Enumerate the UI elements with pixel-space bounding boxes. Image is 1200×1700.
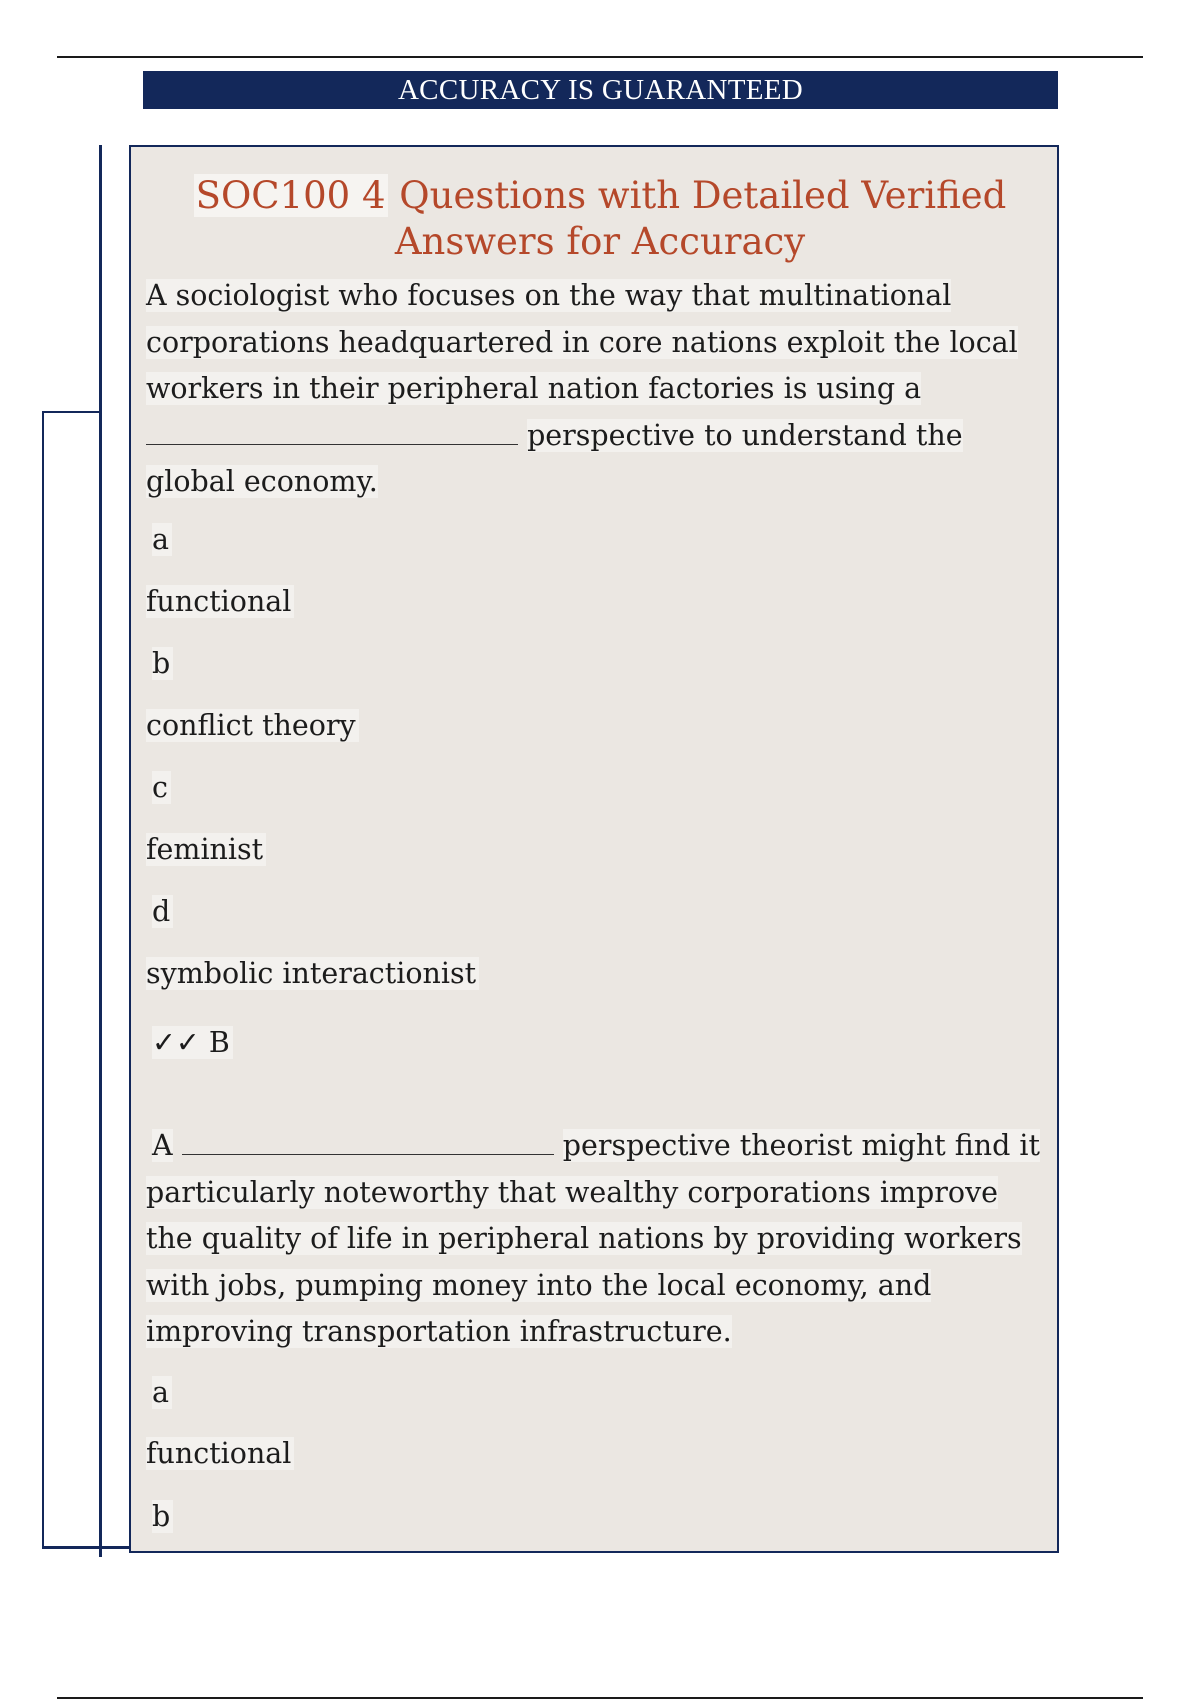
q2-option-b-letter: b [152, 1499, 173, 1535]
accuracy-banner: ACCURACY IS GUARANTEED [143, 71, 1058, 109]
q1-option-c-text: feminist [146, 832, 266, 868]
question-1-text [146, 273, 1046, 506]
q2-option-a-letter: a [152, 1375, 172, 1411]
question-1-text-after: perspective to understand the global economy. [146, 418, 963, 498]
bracket-line-inner [99, 145, 102, 1557]
question-2-text [146, 1123, 1046, 1356]
bracket-line-outer [42, 411, 44, 1547]
q1-option-a-letter: a [152, 522, 172, 558]
bracket-line-top [42, 411, 101, 413]
q2-option-a-text: functional [146, 1436, 294, 1472]
header-rule [57, 56, 1143, 58]
q1-option-d-text: symbolic interactionist [146, 956, 479, 992]
q1-option-a-text: functional [146, 584, 294, 620]
question-2-blank [182, 1132, 554, 1155]
question-1-blank [146, 422, 518, 445]
question-1-text-before: A sociologist who focuses on the way that multinational corporations headquartered in core nations exploit the local workers in their peripheral nation factories is using a [146, 279, 1018, 405]
question-2-text-before: A [152, 1129, 173, 1162]
q1-option-b-text: conflict theory [146, 708, 359, 744]
document-title [0, 173, 1200, 265]
q1-answer: ✓✓ B [152, 1025, 233, 1061]
title-part-2: Questions with Detailed Verified [399, 174, 1007, 217]
q1-option-d-letter: d [152, 894, 173, 930]
title-course-code: SOC100 4 [195, 174, 386, 217]
question-2-text-after: perspective theorist might find it particularly noteworthy that wealthy corporations improve the quality of life in peripheral nations by providing workers with jobs, pumping money into the local economy, and improving transportation infrastructure. [146, 1129, 1040, 1348]
footer-rule [57, 1697, 1143, 1699]
title-line-2: Answers for Accuracy [394, 220, 806, 263]
q1-option-b-letter: b [152, 646, 173, 682]
q1-option-c-letter: c [152, 770, 171, 806]
